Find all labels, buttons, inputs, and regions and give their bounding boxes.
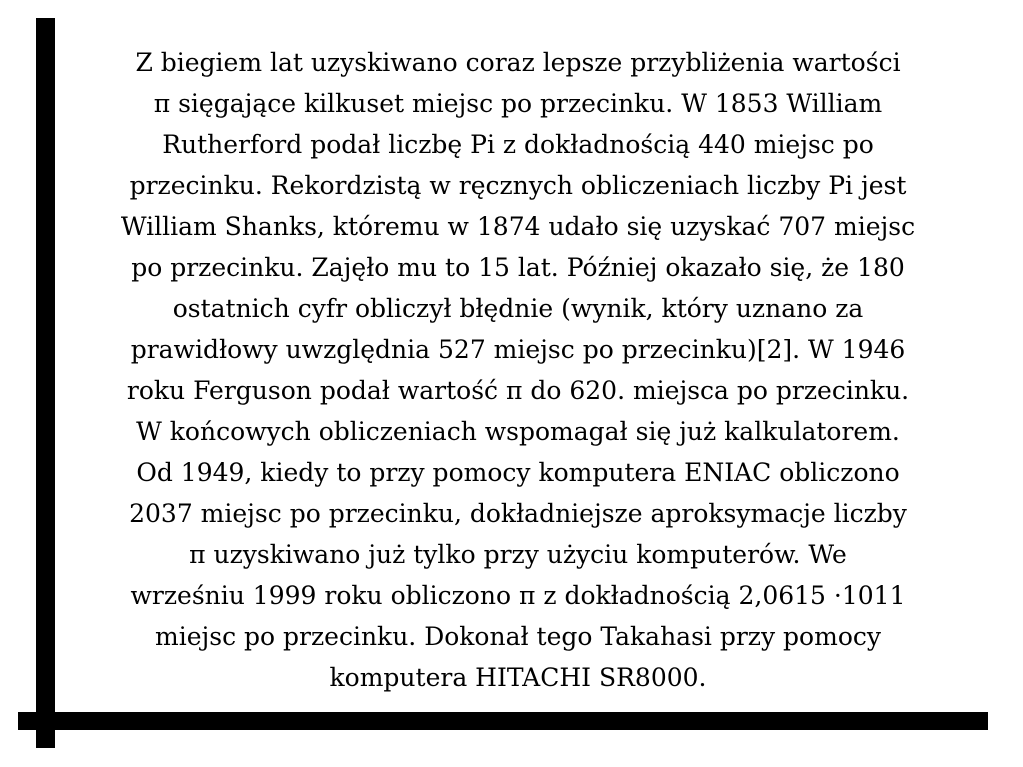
text-line: roku Ferguson podał wartość π do 620. miejsca po przecinku. bbox=[126, 376, 910, 405]
text-line: π uzyskiwano już tylko przy użyciu komputerów. We bbox=[189, 540, 847, 569]
text-line: wrześniu 1999 roku obliczono π z dokładnością 2,0615 ·1011 bbox=[130, 581, 906, 610]
text-line: ostatnich cyfr obliczył błędnie (wynik, który uznano za bbox=[172, 294, 864, 323]
bottom-horizontal-bar bbox=[18, 712, 988, 730]
text-line: W końcowych obliczeniach wspomagał się już kalkulatorem. bbox=[136, 417, 900, 446]
text-line: po przecinku. Zajęło mu to 15 lat. Później okazało się, że 180 bbox=[131, 253, 905, 282]
text-line: komputera HITACHI SR8000. bbox=[329, 663, 707, 692]
text-line: 2037 miejsc po przecinku, dokładniejsze aproksymacje liczby bbox=[129, 499, 907, 528]
text-line: miejsc po przecinku. Dokonał tego Takahasi przy pomocy bbox=[155, 622, 881, 651]
left-vertical-bar bbox=[36, 18, 55, 748]
text-line: przecinku. Rekordzistą w ręcznych obliczeniach liczby Pi jest bbox=[129, 171, 907, 200]
slide-body-text bbox=[56, 42, 980, 698]
text-line: Rutherford podał liczbę Pi z dokładnością 440 miejsc po bbox=[162, 130, 874, 159]
text-line: prawidłowy uwzględnia 527 miejsc po przecinku)[2]. W 1946 bbox=[130, 335, 906, 364]
text-line: William Shanks, któremu w 1874 udało się uzyskać 707 miejsc bbox=[120, 212, 916, 241]
text-line: Od 1949, kiedy to przy pomocy komputera ENIAC obliczono bbox=[136, 458, 900, 487]
text-line: Z biegiem lat uzyskiwano coraz lepsze przybliżenia wartości bbox=[135, 48, 901, 77]
text-line: π sięgające kilkuset miejsc po przecinku. W 1853 William bbox=[153, 89, 883, 118]
